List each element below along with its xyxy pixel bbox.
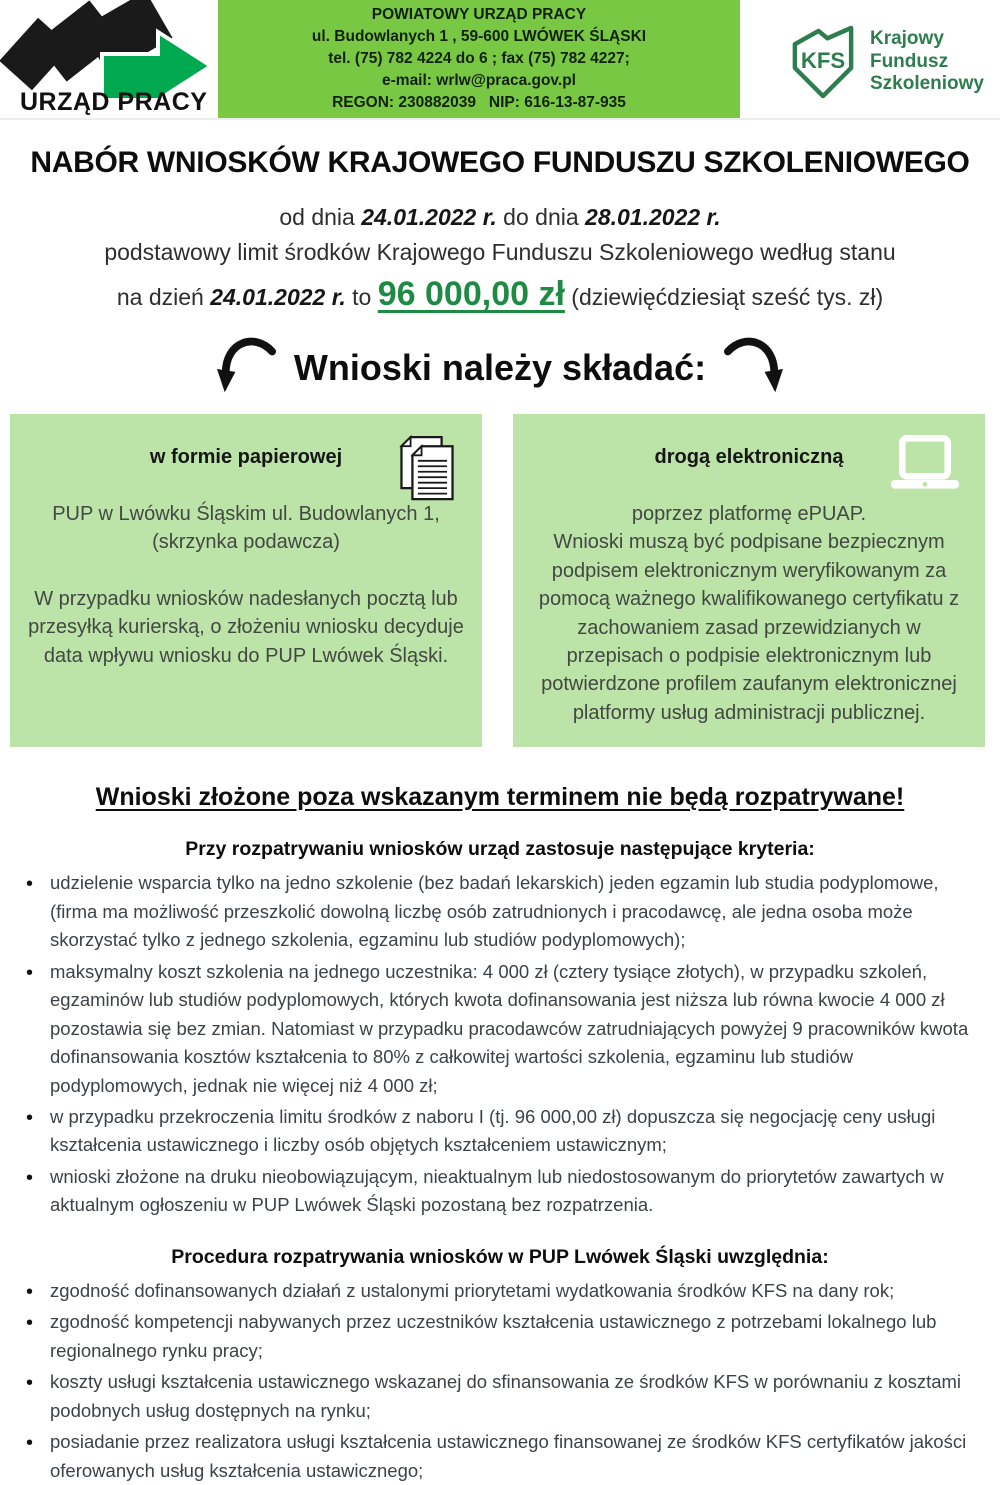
contact-regon: REGON: 230882039 [332,94,476,111]
asof-date: 24.01.2022 r. [210,284,346,310]
procedure-item: • posiadanie przez realizatora usługi kształcenia ustawicznego finansowanej ze środków KFS certyfikatów jakości oferowanych usług kształcenia ustawicznego; [22,1428,980,1485]
curved-arrow-left-icon [216,338,278,398]
criteria-list [22,869,980,1220]
submit-heading-row [0,338,1000,398]
kfs-logo [786,22,984,102]
kfs-name-line2: Fundusz [869,50,949,72]
contact-line-office: POWIATOWY URZĄD PRACY [371,6,587,23]
criteria-item: • udzielenie wsparcia tylko na jedno szkolenie (bez badań lekarskich) jeden egzamin lub studia podyplomowe, (firma ma możliwość przeszkolić dowolną liczbę osób zatrudnionych i pracodawcę, ale jedna osoba może skorzystać tylko z jednego szkolenia, egzaminu lub studiów podyplomowych); [22,869,980,954]
contact-line-phone: tel. (75) 782 4224 do 6 ; fax (75) 782 4227; [328,50,630,67]
submit-heading: Wnioski należy składać: [293,347,707,388]
procedure-item: • koszty usługi kształcenia ustawicznego wskazanej do sfinansowania ze środków KFS w porównaniu z kosztami podobnych usług dostępnych na rynku; [22,1368,980,1425]
date-from: 24.01.2022 r. [361,204,497,230]
criteria-heading: Przy rozpatrywaniu wniosków urząd zastosuje następujące kryteria: [185,838,815,861]
kfs-name-line3: Szkoleniowy [869,73,984,95]
header [0,0,1000,120]
electronic-box-title: drogą elektroniczną [654,446,844,468]
paper-box-header [26,434,466,500]
laptop-icon [889,434,961,492]
kfs-name-line1: Krajowy [869,28,944,50]
procedure-list [22,1277,980,1485]
page-title: NABÓR WNIOSKÓW KRAJOWEGO FUNDUSZU SZKOLENIOWEGO [30,146,970,179]
amount-line [0,269,1000,320]
paper-box [10,414,482,747]
paper-box-address: PUP w Lwówku Śląskim ul. Budowlanych 1, (skrzynka podawcza) [52,503,440,554]
deadline-warning: Wnioski złożone poza wskazanym terminem nie będą rozpatrywane! [95,783,905,812]
contact-block [218,0,740,118]
paper-box-title: w formie papierowej [149,446,343,468]
electronic-box-line1: poprzez platformę ePUAP. [631,503,867,525]
date-to: 28.01.2022 r. [585,204,721,230]
documents-icon [396,434,458,504]
dates-to-prefix: do dnia [496,204,586,230]
electronic-box-note: Wnioski muszą być podpisane bezpiecznym podpisem elektronicznym weryfikowanym za pomocą ważnego kwalifikowanego certyfikatu z zachowaniem zasad przewidzianych w przepisach o podpisie elektronicznym lub potwierdzone profilem zaufanym elektronicznej platformy usług administracji publicznej. [538,531,960,724]
svg-text:KFS: KFS [800,47,846,73]
amount-value: 96 000,00 zł [377,275,565,313]
paper-box-note: W przypadku wniosków nadesłanych pocztą lub przesyłką kurierską, o złożeniu wniosku decyduje data wpływu wniosku do PUP Lwówek Śląski. [28,587,464,667]
procedure-item: • zgodność kompetencji nabywanych przez uczestników kształcenia ustawicznego z potrzebami lokalnego lub regionalnego rynku pracy; [22,1308,980,1365]
limit-line: podstawowy limit środków Krajowego Funduszu Szkoleniowego według stanu [104,238,896,265]
curved-arrow-right-icon [722,338,784,398]
contact-line-email: e-mail: wrlw@praca.gov.pl [382,72,576,89]
contact-line-ids [332,92,626,114]
electronic-box-body [529,500,969,727]
to-word: to [345,284,378,310]
criteria-item: • w przypadku przekroczenia limitu środków z naboru I (tj. 96 000,00 zł) dopuszcza się negocjację ceny usługi kształcenia ustawicznego i liczby osób objętych kształceniem ustawicznym; [22,1103,980,1160]
dates-line [0,200,1000,235]
asof-prefix: na dzień [116,284,211,310]
submission-boxes [10,414,985,747]
kfs-shield-icon [786,22,860,102]
intro-block [0,200,1000,320]
amount-words: (dziewięćdziesiąt sześć tys. zł) [564,284,884,310]
paper-box-body [26,500,466,670]
procedure-heading: Procedura rozpatrywania wniosków w PUP Lwówek Śląski uwzględnia: [171,1245,829,1268]
criteria-item: • maksymalny koszt szkolenia na jednego uczestnika: 4 000 zł (cztery tysiące złotych), w przypadku szkoleń, egzaminów lub studiów podyplomowych, których kwota dofinansowania jest niższa lub równa kwocie 4 000 zł pozostawia się bez zmian. Natomiast w przypadku pracodawców zatrudniających powyżej 9 pracowników kwota dofinansowania kosztów kształcenia to 80% z całkowitej wartości szkolenia, egzaminu lub studiów podyplomowych, jednak nie więcej niż 4 000 zł; [22,958,980,1100]
contact-line-address: ul. Budowlanych 1 , 59-600 LWÓWEK ŚLĄSKI [311,28,647,45]
contact-nip: NIP: 616-13-87-935 [488,94,626,111]
criteria-item: • wnioski złożone na druku nieobowiązującym, nieaktualnym lub niedostosowanym do priorytetów zawartych w aktualnym ogłoszeniu w PUP Lwówek Śląski pozostaną bez rozpatrzenia. [22,1163,980,1220]
dates-from-prefix: od dnia [279,204,362,230]
electronic-box [513,414,985,747]
kfs-logo-text [870,28,984,95]
electronic-box-header [529,434,969,500]
urzad-pracy-logo-text: URZĄD PRACY [20,88,208,116]
procedure-item: • zgodność dofinansowanych działań z ustalonymi priorytetami wydatkowania środków KFS na dany rok; [22,1277,980,1305]
